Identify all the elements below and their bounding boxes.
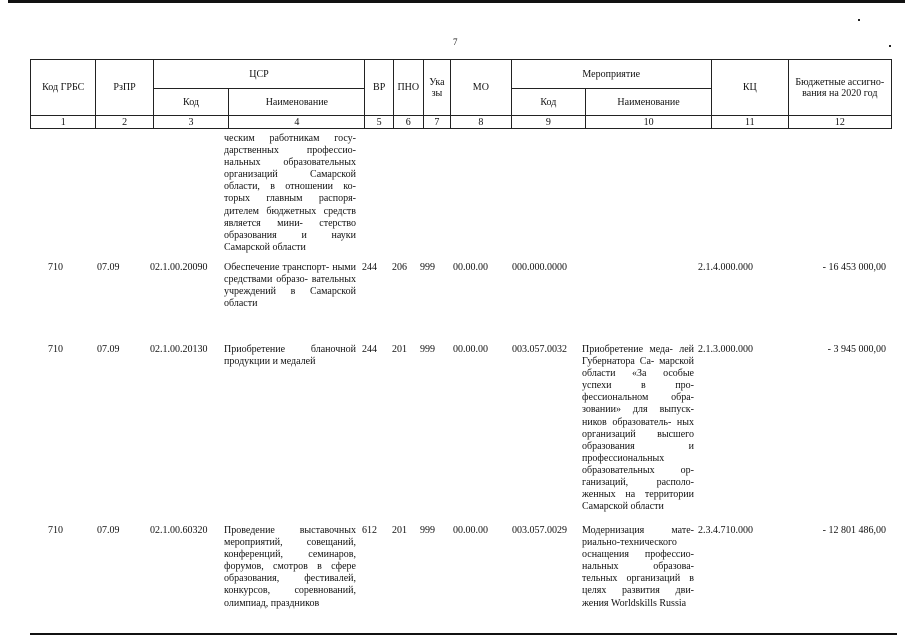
header-csr-name: Наименование [229, 89, 365, 116]
col-number: 1 [31, 116, 96, 129]
cell-name: Обеспечение транспорт- ными средствами образо- вательных учреждений в Самарской области [224, 262, 356, 310]
cell-kc: 2.3.4.710.000 [698, 525, 753, 536]
cell-pno: 201 [392, 344, 407, 355]
cell-amount: - 16 453 000,00 [822, 262, 886, 273]
header-event-kod: Код [511, 89, 586, 116]
top-border [8, 0, 905, 3]
cell-rzpr: 07.09 [97, 262, 120, 273]
cell-csr: 02.1.00.20130 [150, 344, 208, 355]
cell-vr: 244 [362, 262, 377, 273]
header-csr: ЦСР [153, 60, 365, 89]
cell-pno: 201 [392, 525, 407, 536]
cell-name: Проведение выставочных мероприятий, совещаний, конференций, семинаров, форумов, смотров в сфере образования, фестивалей, конкурсов, соревнований, олимпиад, праздников [224, 525, 356, 609]
cell-grbs: 710 [48, 262, 63, 273]
continuation-text: ческим работникам госу- дарственных профессио- нальных образовательных организаций Самарской области, в отношении ко- торых главным распоря- дителем бюджетных средств является мини- стерство образования и науки Самарской области [224, 133, 356, 253]
cell-rzpr: 07.09 [97, 344, 120, 355]
col-number: 8 [451, 116, 511, 129]
col-number: 3 [153, 116, 229, 129]
cell-kc: 2.1.4.000.000 [698, 262, 753, 273]
cell-mo: 00.00.00 [453, 344, 488, 355]
cell-name: Приобретение бланочной продукции и медалей [224, 344, 356, 368]
col-number: 10 [586, 116, 712, 129]
cell-csr: 02.1.00.20090 [150, 262, 208, 273]
cell-mo: 00.00.00 [453, 525, 488, 536]
cell-ukaz: 999 [420, 262, 435, 273]
col-number: 2 [96, 116, 153, 129]
cell-mo: 00.00.00 [453, 262, 488, 273]
cell-ukaz: 999 [420, 344, 435, 355]
header-vr: ВР [365, 60, 394, 116]
cell-pno: 206 [392, 262, 407, 273]
cell-event-name: Приобретение меда- лей Губернатора Са- марской области «За особые успехи в про- фессиональном обра- зовании» для выпуск- ников образователь- ных организаций высшего образования и профессиональных образовательных ор- ганизаций, располо- женных на территории Самарской области [582, 344, 694, 513]
header-ukazy: Ука зы [423, 60, 451, 116]
header-pno: ПНО [393, 60, 423, 116]
bottom-border [30, 633, 897, 635]
cell-grbs: 710 [48, 344, 63, 355]
cell-vr: 612 [362, 525, 377, 536]
cell-ukaz: 999 [420, 525, 435, 536]
cell-amount: - 3 945 000,00 [827, 344, 886, 355]
header-event-name: Наименование [586, 89, 712, 116]
cell-amount: - 12 801 486,00 [822, 525, 886, 536]
cell-event-kod: 000.000.0000 [512, 262, 567, 273]
col-number: 9 [511, 116, 586, 129]
cell-event-name: Модернизация мате- риально-технического оснащения профессио- нальных образова- тельных организаций в целях развития дви- жения Worldskills Russia [582, 525, 694, 609]
col-number: 4 [229, 116, 365, 129]
header-mo: МО [451, 60, 511, 116]
header-table [30, 59, 892, 129]
cell-event-kod: 003.057.0032 [512, 344, 567, 355]
page-number: 7 [453, 37, 458, 47]
header-budget: Бюджетные ассигно- вания на 2020 год [788, 60, 891, 116]
cell-vr: 244 [362, 344, 377, 355]
header-event: Мероприятие [511, 60, 711, 89]
header-kc: КЦ [711, 60, 788, 116]
cell-kc: 2.1.3.000.000 [698, 344, 753, 355]
header-csr-kod: Код [153, 89, 229, 116]
cell-event-kod: 003.057.0029 [512, 525, 567, 536]
col-number: 12 [788, 116, 891, 129]
col-number: 5 [365, 116, 394, 129]
header-kod-grbs: Код ГРБС [31, 60, 96, 116]
scan-speck [858, 19, 860, 21]
cell-grbs: 710 [48, 525, 63, 536]
cell-rzpr: 07.09 [97, 525, 120, 536]
col-number: 7 [423, 116, 451, 129]
cell-csr: 02.1.00.60320 [150, 525, 208, 536]
col-number: 11 [711, 116, 788, 129]
scan-speck [889, 45, 891, 47]
header-rzpr: РзПР [96, 60, 153, 116]
col-number: 6 [393, 116, 423, 129]
